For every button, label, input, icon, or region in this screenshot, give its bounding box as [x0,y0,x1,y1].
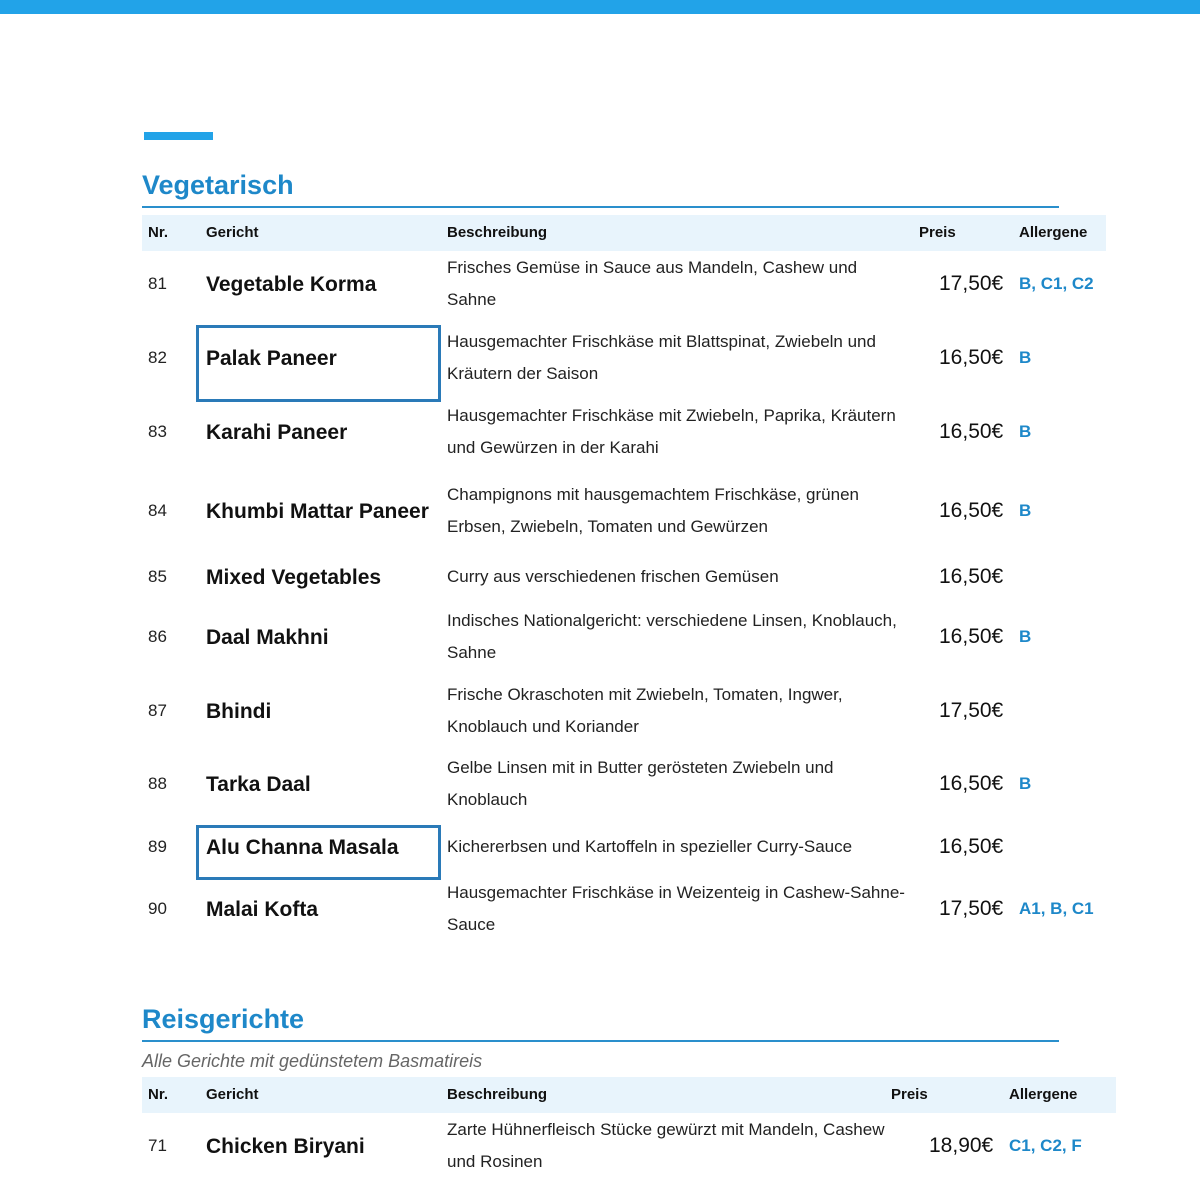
row-dish: Chicken Biryani [206,1134,365,1158]
table-row [142,472,1106,550]
row-description: Frisches Gemüse in Sauce aus Mandeln, Cashew und Sahne [447,258,858,309]
header-allergens: Allergene [1009,1086,1078,1103]
row-nr: 81 [148,274,167,293]
row-dish: Palak Paneer [206,346,337,370]
header-description: Beschreibung [447,224,548,241]
row-price: 16,50€ [939,499,1004,522]
table-row [142,399,1106,465]
section-title-vegetarisch: Vegetarisch [142,170,294,200]
row-description: Indisches Nationalgericht: verschiedene Linsen, Knoblauch, Sahne [447,611,897,662]
row-nr: 83 [148,422,167,441]
row-dish: Bhindi [206,699,272,723]
row-description: Kichererbsen und Kartoffeln in spezieller Curry-Sauce [447,837,853,856]
row-allergens: B [1019,627,1032,646]
row-dish: Alu Channa Masala [206,835,399,859]
header-allergens: Allergene [1019,224,1088,241]
row-nr: 87 [148,701,167,720]
table-row [142,876,1106,942]
row-allergens: B [1019,348,1032,367]
row-description: Zarte Hühnerfleisch Stücke gewürzt mit Mandeln, Cashew und Rosinen [447,1120,885,1171]
row-nr: 90 [148,899,167,918]
table-row [142,1113,1116,1179]
section-accent-mark [144,132,213,140]
row-allergens: B [1019,422,1032,441]
row-dish: Vegetable Korma [206,272,377,296]
row-price: 17,50€ [939,272,1004,295]
row-description: Curry aus verschiedenen frischen Gemüsen [447,567,779,586]
row-dish: Khumbi Mattar Paneer [206,499,429,523]
highlight-box [196,825,441,880]
row-description: Gelbe Linsen mit in Butter gerösteten Zwiebeln und Knoblauch [447,758,834,809]
header-dish: Gericht [206,224,259,241]
row-nr: 85 [148,567,167,586]
row-price: 16,50€ [939,565,1004,588]
row-description: Hausgemachter Frischkäse mit Blattspinat, Zwiebeln und Kräutern der Saison [447,332,876,383]
header-price: Preis [919,224,956,241]
row-price: 16,50€ [939,346,1004,369]
row-allergens [1019,678,1119,744]
row-description: Champignons mit hausgemachtem Frischkäse, grünen Erbsen, Zwiebeln, Tomaten und Gewürzen [447,485,859,536]
row-price: 16,50€ [939,835,1004,858]
row-allergens: B [1019,774,1032,793]
table-row [142,604,1106,670]
header-description: Beschreibung [447,1086,548,1103]
header-price: Preis [891,1086,928,1103]
row-dish: Mixed Vegetables [206,565,382,589]
row-dish: Daal Makhni [206,625,329,649]
row-nr: 82 [148,348,167,367]
row-allergens: C1, C2, F [1009,1136,1082,1155]
row-nr: 71 [148,1136,167,1155]
row-nr: 88 [148,774,167,793]
table-row [142,558,1106,596]
row-price: 18,90€ [929,1134,994,1157]
table-header [142,1077,1116,1113]
row-price: 16,50€ [939,420,1004,443]
row-nr: 86 [148,627,167,646]
table-header [142,215,1106,251]
row-dish: Karahi Paneer [206,420,348,444]
table-row [142,251,1106,317]
table-row [142,751,1106,817]
row-nr: 89 [148,837,167,856]
section-title-reisgerichte: Reisgerichte [142,1004,305,1034]
row-allergens: B [1019,501,1032,520]
section-rule [142,1040,1059,1042]
section-rule [142,206,1059,208]
header-nr: Nr. [148,224,169,241]
header-nr: Nr. [148,1086,169,1103]
row-description: Hausgemachter Frischkäse mit Zwiebeln, Paprika, Kräutern und Gewürzen in der Karahi [447,406,896,457]
header-dish: Gericht [206,1086,259,1103]
row-allergens: A1, B, C1 [1019,899,1094,918]
row-description: Hausgemachter Frischkäse in Weizenteig in Cashew-Sahne-Sauce [447,883,905,934]
row-nr: 84 [148,501,167,520]
row-allergens [1019,826,1119,868]
top-accent-bar [0,0,1200,14]
row-dish: Tarka Daal [206,772,311,796]
row-price: 16,50€ [939,772,1004,795]
row-price: 17,50€ [939,699,1004,722]
row-allergens [1019,558,1119,596]
row-dish: Malai Kofta [206,897,319,921]
row-price: 16,50€ [939,625,1004,648]
section-note: Alle Gerichte mit gedünstetem Basmatireis [142,1051,483,1071]
table-row [142,678,1106,744]
highlight-box [196,325,441,402]
row-price: 17,50€ [939,897,1004,920]
row-description: Frische Okraschoten mit Zwiebeln, Tomaten, Ingwer, Knoblauch und Koriander [447,685,843,736]
row-allergens: B, C1, C2 [1019,274,1094,293]
